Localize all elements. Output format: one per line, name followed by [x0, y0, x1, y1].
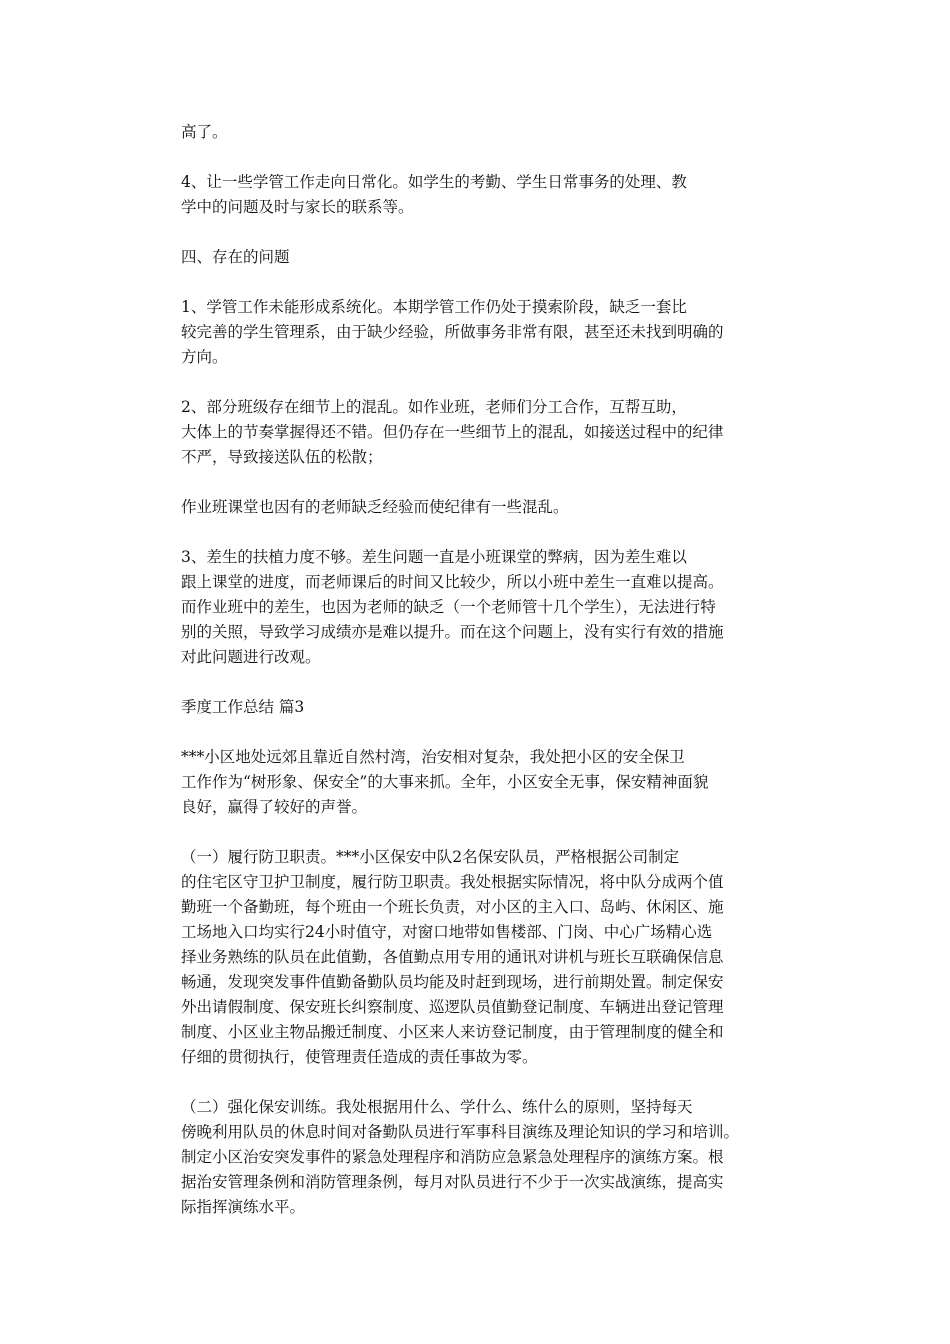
paragraph	[181, 395, 781, 470]
paragraph-line: ***小区地处远郊且靠近自然村湾，治安相对复杂，我处把小区的安全保卫	[181, 748, 685, 766]
paragraph-line: 季度工作总结 篇3	[181, 698, 305, 716]
paragraph-line: 工场地入口均实行24小时值守，对窗口地带如售楼部、门岗、中心广场精心选	[181, 923, 713, 941]
document-body	[181, 120, 781, 1245]
paragraph	[181, 495, 781, 520]
paragraph-line: 畅通，发现突发事件值勤备勤队员均能及时赶到现场，进行前期处置。制定保安	[181, 973, 724, 991]
paragraph	[181, 295, 781, 370]
paragraph	[181, 745, 781, 820]
paragraph-line: 际指挥演练水平。	[181, 1198, 306, 1216]
paragraph	[181, 695, 781, 720]
paragraph-line: 大体上的节奏掌握得还不错。但仍存在一些细节上的混乱，如接送过程中的纪律	[181, 423, 724, 441]
paragraph-line: 勤班一个备勤班，每个班由一个班长负责，对小区的主入口、岛屿、休闲区、施	[181, 898, 724, 916]
paragraph	[181, 545, 781, 670]
paragraph	[181, 245, 781, 270]
paragraph-line: 四、存在的问题	[181, 248, 290, 266]
paragraph-line: 的住宅区守卫护卫制度，履行防卫职责。我处根据实际情况，将中队分成两个值	[181, 873, 724, 891]
paragraph	[181, 170, 781, 220]
paragraph-line: 而作业班中的差生，也因为老师的缺乏（一个老师管十几个学生），无法进行特	[181, 598, 716, 616]
paragraph-line: 学中的问题及时与家长的联系等。	[181, 198, 414, 216]
paragraph-line: 跟上课堂的进度，而老师课后的时间又比较少，所以小班中差生一直难以提高。	[181, 573, 724, 591]
paragraph-line: 工作作为“树形象、保安全”的大事来抓。全年，小区安全无事，保安精神面貌	[181, 773, 709, 791]
paragraph-line: 作业班课堂也因有的老师缺乏经验而使纪律有一些混乱。	[181, 498, 569, 516]
paragraph-line: 不严，导致接送队伍的松散；	[181, 448, 383, 466]
paragraph-line: 4、让一些学管工作走向日常化。如学生的考勤、学生日常事务的处理、教	[181, 173, 687, 191]
paragraph	[181, 1095, 781, 1220]
paragraph-line: 据治安管理条例和消防管理条例，每月对队员进行不少于一次实战演练，提高实	[181, 1173, 724, 1191]
paragraph-line: 对此问题进行改观。	[181, 648, 321, 666]
paragraph	[181, 120, 781, 145]
paragraph	[181, 845, 781, 1070]
paragraph-line: 制度、小区业主物品搬迁制度、小区来人来访登记制度，由于管理制度的健全和	[181, 1023, 724, 1041]
paragraph-line: 1、学管工作未能形成系统化。本期学管工作仍处于摸索阶段，缺乏一套比	[181, 298, 687, 316]
paragraph-line: 傍晚利用队员的休息时间对备勤队员进行军事科目演练及理论知识的学习和培训。	[181, 1123, 740, 1141]
paragraph-line: 制定小区治安突发事件的紧急处理程序和消防应急紧急处理程序的演练方案。根	[181, 1148, 724, 1166]
paragraph-line: 良好，赢得了较好的声誉。	[181, 798, 368, 816]
paragraph-line: 仔细的贯彻执行，使管理责任造成的责任事故为零。	[181, 1048, 538, 1066]
paragraph-line: 择业务熟练的队员在此值勤，各值勤点用专用的通讯对讲机与班长互联确保信息	[181, 948, 724, 966]
paragraph-line: 较完善的学生管理系，由于缺少经验，所做事务非常有限，甚至还未找到明确的	[181, 323, 724, 341]
paragraph-line: （一）履行防卫职责。***小区保安中队2名保安队员，严格根据公司制定	[181, 848, 680, 866]
paragraph-line: 方向。	[181, 348, 228, 366]
paragraph-line: （二）强化保安训练。我处根据用什么、学什么、练什么的原则，坚持每天	[181, 1098, 693, 1116]
paragraph-line: 外出请假制度、保安班长纠察制度、巡逻队员值勤登记制度、车辆进出登记管理	[181, 998, 724, 1016]
paragraph-line: 2、部分班级存在细节上的混乱。如作业班，老师们分工合作，互帮互助，	[181, 398, 687, 416]
paragraph-line: 别的关照，导致学习成绩亦是难以提升。而在这个问题上，没有实行有效的措施	[181, 623, 724, 641]
paragraph-line: 3、差生的扶植力度不够。差生问题一直是小班课堂的弊病，因为差生难以	[181, 548, 687, 566]
paragraph-line: 高了。	[181, 123, 228, 141]
